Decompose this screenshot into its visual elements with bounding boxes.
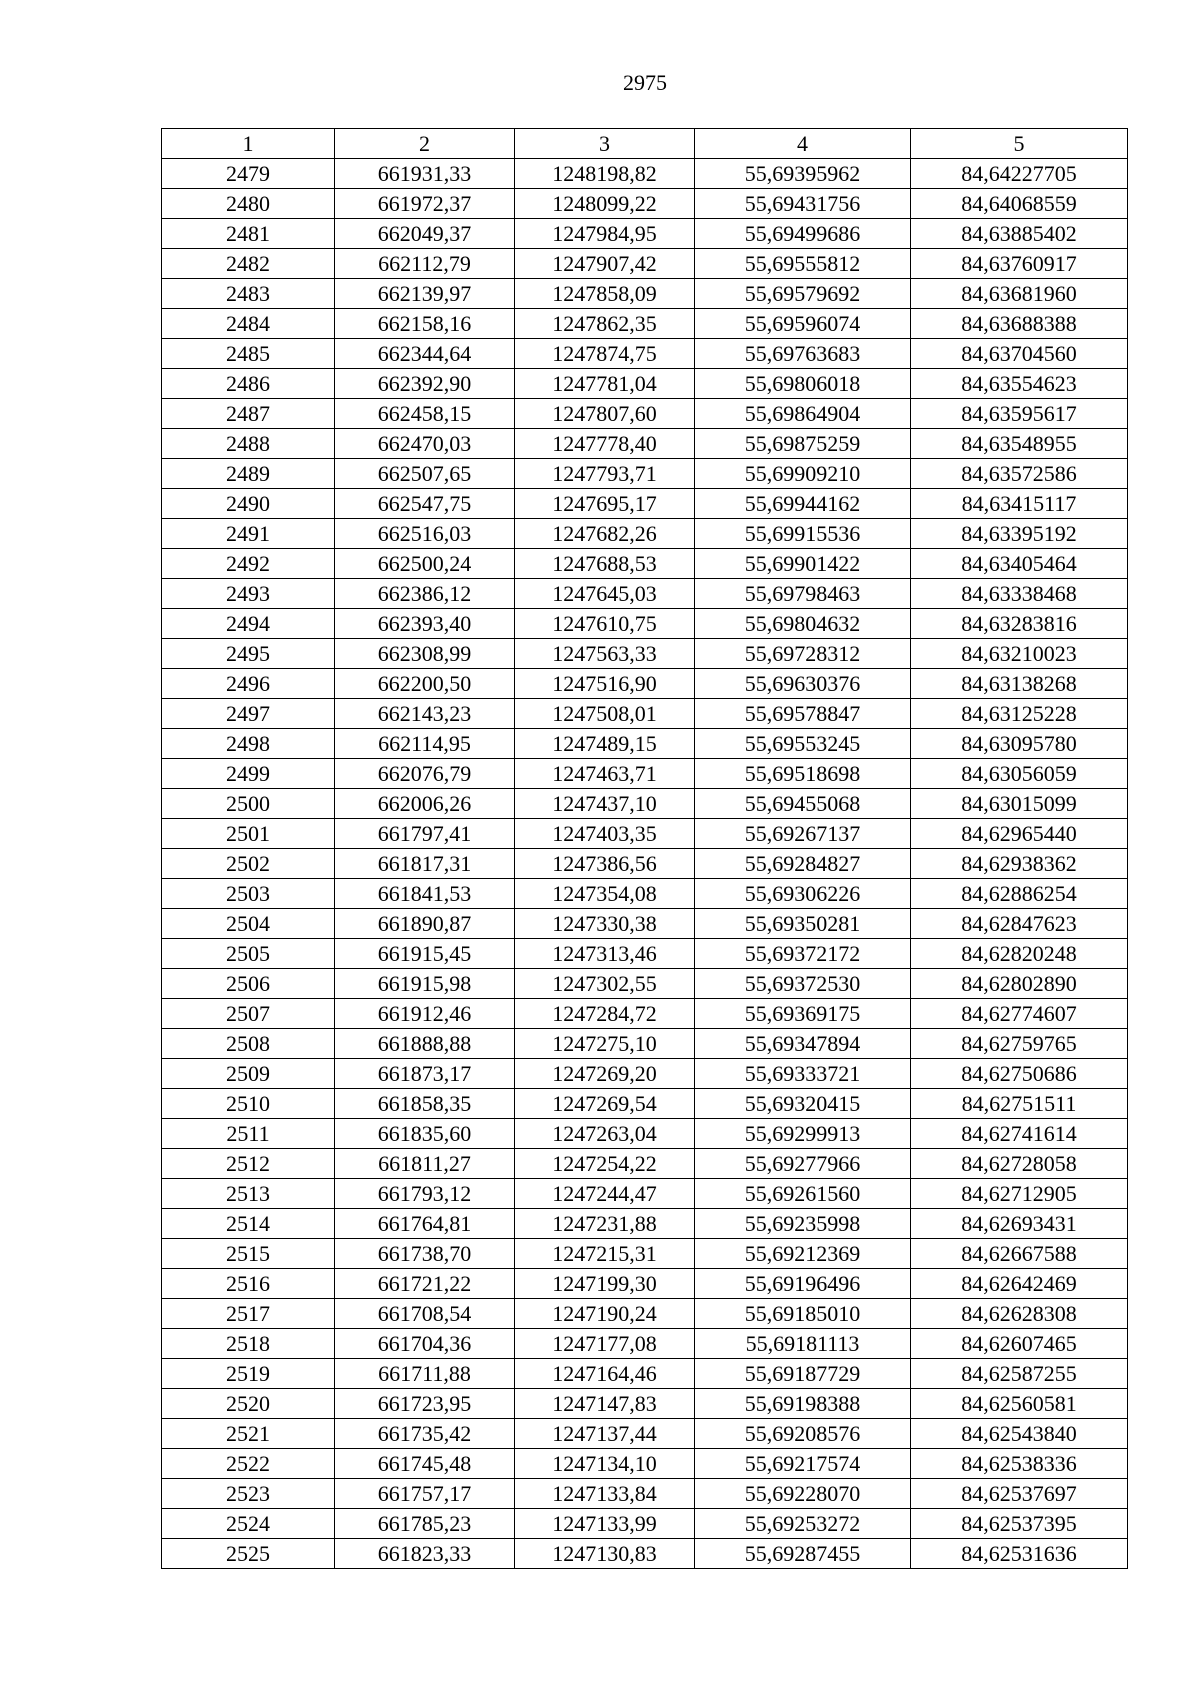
table-cell: 1247645,03 [515, 579, 695, 609]
table-cell: 84,63415117 [911, 489, 1128, 519]
table-cell: 55,69253272 [695, 1509, 911, 1539]
table-cell: 84,63395192 [911, 519, 1128, 549]
table-cell: 1247463,71 [515, 759, 695, 789]
table-cell: 1247874,75 [515, 339, 695, 369]
table-cell: 84,62712905 [911, 1179, 1128, 1209]
table-cell: 84,62741614 [911, 1119, 1128, 1149]
table-cell: 55,69901422 [695, 549, 911, 579]
table-cell: 2523 [162, 1479, 335, 1509]
table-row [162, 1149, 1128, 1179]
table-cell: 55,69299913 [695, 1119, 911, 1149]
table-cell: 662158,16 [335, 309, 515, 339]
table-row [162, 519, 1128, 549]
table-cell: 84,63704560 [911, 339, 1128, 369]
table-cell: 84,62607465 [911, 1329, 1128, 1359]
table-cell: 662114,95 [335, 729, 515, 759]
table-cell: 84,62965440 [911, 819, 1128, 849]
table-cell: 84,63015099 [911, 789, 1128, 819]
table-cell: 55,69185010 [695, 1299, 911, 1329]
table-row [162, 1269, 1128, 1299]
table-cell: 84,62642469 [911, 1269, 1128, 1299]
table-cell: 55,69212369 [695, 1239, 911, 1269]
table-cell: 2522 [162, 1449, 335, 1479]
table-row [162, 1179, 1128, 1209]
table-cell: 84,63681960 [911, 279, 1128, 309]
table-cell: 55,69915536 [695, 519, 911, 549]
table-cell: 1247177,08 [515, 1329, 695, 1359]
table-row [162, 729, 1128, 759]
table-cell: 84,63760917 [911, 249, 1128, 279]
table-cell: 2497 [162, 699, 335, 729]
table-cell: 1247269,20 [515, 1059, 695, 1089]
table-cell: 55,69763683 [695, 339, 911, 369]
table-row [162, 459, 1128, 489]
table-cell: 662112,79 [335, 249, 515, 279]
header-row [162, 129, 1128, 159]
table-cell: 55,69395962 [695, 159, 911, 189]
table-cell: 84,62886254 [911, 879, 1128, 909]
table-cell: 2499 [162, 759, 335, 789]
coordinates-table [161, 128, 1128, 1569]
table-cell: 2507 [162, 999, 335, 1029]
table-cell: 2509 [162, 1059, 335, 1089]
table-cell: 661708,54 [335, 1299, 515, 1329]
table-cell: 55,69372172 [695, 939, 911, 969]
table-cell: 84,64068559 [911, 189, 1128, 219]
table-cell: 84,62751511 [911, 1089, 1128, 1119]
table-cell: 55,69320415 [695, 1089, 911, 1119]
table-cell: 55,69217574 [695, 1449, 911, 1479]
table-cell: 2481 [162, 219, 335, 249]
table-cell: 55,69333721 [695, 1059, 911, 1089]
table-cell: 2496 [162, 669, 335, 699]
table-cell: 84,62774607 [911, 999, 1128, 1029]
table-cell: 2508 [162, 1029, 335, 1059]
table-row [162, 1419, 1128, 1449]
table-cell: 1247215,31 [515, 1239, 695, 1269]
table-row [162, 579, 1128, 609]
table-cell: 1247134,10 [515, 1449, 695, 1479]
table-cell: 84,63595617 [911, 399, 1128, 429]
table-cell: 84,63572586 [911, 459, 1128, 489]
table-cell: 1247130,83 [515, 1539, 695, 1569]
table-cell: 1247313,46 [515, 939, 695, 969]
table-row [162, 429, 1128, 459]
table-cell: 2502 [162, 849, 335, 879]
table-cell: 2521 [162, 1419, 335, 1449]
table-cell: 2494 [162, 609, 335, 639]
table-cell: 55,69198388 [695, 1389, 911, 1419]
table-cell: 1247244,47 [515, 1179, 695, 1209]
table-cell: 661931,33 [335, 159, 515, 189]
table-cell: 2514 [162, 1209, 335, 1239]
table-cell: 1247695,17 [515, 489, 695, 519]
table-cell: 1247489,15 [515, 729, 695, 759]
table-cell: 1247254,22 [515, 1149, 695, 1179]
table-cell: 84,63688388 [911, 309, 1128, 339]
table-cell: 661793,12 [335, 1179, 515, 1209]
table-cell: 662308,99 [335, 639, 515, 669]
table-cell: 55,69350281 [695, 909, 911, 939]
table-row [162, 879, 1128, 909]
table-cell: 662143,23 [335, 699, 515, 729]
table-cell: 2513 [162, 1179, 335, 1209]
table-cell: 662507,65 [335, 459, 515, 489]
table-cell: 55,69596074 [695, 309, 911, 339]
table-cell: 1247984,95 [515, 219, 695, 249]
table-cell: 84,62759765 [911, 1029, 1128, 1059]
table-row [162, 819, 1128, 849]
table-row [162, 1089, 1128, 1119]
table-cell: 661745,48 [335, 1449, 515, 1479]
table-cell: 1247284,72 [515, 999, 695, 1029]
table-cell: 55,69909210 [695, 459, 911, 489]
table-cell: 2483 [162, 279, 335, 309]
table-cell: 661711,88 [335, 1359, 515, 1389]
table-cell: 2479 [162, 159, 335, 189]
table-cell: 84,62560581 [911, 1389, 1128, 1419]
table-cell: 662006,26 [335, 789, 515, 819]
table-row [162, 1449, 1128, 1479]
table-cell: 1247137,44 [515, 1419, 695, 1449]
table-cell: 662393,40 [335, 609, 515, 639]
table-cell: 2491 [162, 519, 335, 549]
table-cell: 1247862,35 [515, 309, 695, 339]
table-cell: 1247793,71 [515, 459, 695, 489]
table-row [162, 789, 1128, 819]
table-cell: 84,63338468 [911, 579, 1128, 609]
table-cell: 1247302,55 [515, 969, 695, 999]
table-cell: 55,69804632 [695, 609, 911, 639]
table-cell: 2485 [162, 339, 335, 369]
table-row [162, 639, 1128, 669]
table-row [162, 759, 1128, 789]
table-cell: 661841,53 [335, 879, 515, 909]
table-cell: 84,62847623 [911, 909, 1128, 939]
table-row [162, 1479, 1128, 1509]
table-cell: 84,62667588 [911, 1239, 1128, 1269]
table-cell: 2503 [162, 879, 335, 909]
table-row [162, 309, 1128, 339]
table-cell: 662516,03 [335, 519, 515, 549]
table-cell: 1247682,26 [515, 519, 695, 549]
table-cell: 55,69630376 [695, 669, 911, 699]
table-cell: 55,69499686 [695, 219, 911, 249]
table-cell: 2520 [162, 1389, 335, 1419]
table-cell: 661721,22 [335, 1269, 515, 1299]
table-cell: 84,63125228 [911, 699, 1128, 729]
table-cell: 1247269,54 [515, 1089, 695, 1119]
column-header-5: 5 [911, 129, 1128, 159]
table-cell: 661873,17 [335, 1059, 515, 1089]
table-cell: 2492 [162, 549, 335, 579]
table-cell: 55,69578847 [695, 699, 911, 729]
column-header-4: 4 [695, 129, 911, 159]
table-row [162, 1239, 1128, 1269]
table-cell: 84,62538336 [911, 1449, 1128, 1479]
table-cell: 84,62531636 [911, 1539, 1128, 1569]
table-cell: 55,69287455 [695, 1539, 911, 1569]
table-cell: 2500 [162, 789, 335, 819]
table-cell: 662386,12 [335, 579, 515, 609]
table-cell: 1247778,40 [515, 429, 695, 459]
table-cell: 84,63554623 [911, 369, 1128, 399]
table-row [162, 189, 1128, 219]
table-cell: 1247354,08 [515, 879, 695, 909]
table-cell: 55,69455068 [695, 789, 911, 819]
table-row [162, 369, 1128, 399]
table-cell: 84,62537395 [911, 1509, 1128, 1539]
table-cell: 661757,17 [335, 1479, 515, 1509]
table-cell: 1247858,09 [515, 279, 695, 309]
table-cell: 84,62750686 [911, 1059, 1128, 1089]
table-row [162, 609, 1128, 639]
table-cell: 2506 [162, 969, 335, 999]
table-cell: 84,63405464 [911, 549, 1128, 579]
table-cell: 1247199,30 [515, 1269, 695, 1299]
table-cell: 1248198,82 [515, 159, 695, 189]
table-cell: 1247386,56 [515, 849, 695, 879]
table-cell: 84,63210023 [911, 639, 1128, 669]
table-cell: 2484 [162, 309, 335, 339]
table-cell: 2493 [162, 579, 335, 609]
table-cell: 55,69267137 [695, 819, 911, 849]
table-cell: 55,69284827 [695, 849, 911, 879]
table-cell: 55,69944162 [695, 489, 911, 519]
table-cell: 661817,31 [335, 849, 515, 879]
table-row [162, 1059, 1128, 1089]
table-cell: 661735,42 [335, 1419, 515, 1449]
table-cell: 55,69864904 [695, 399, 911, 429]
table-cell: 661915,45 [335, 939, 515, 969]
table-row [162, 219, 1128, 249]
table-cell: 661835,60 [335, 1119, 515, 1149]
table-cell: 1247437,10 [515, 789, 695, 819]
table-cell: 84,63138268 [911, 669, 1128, 699]
table-row [162, 699, 1128, 729]
table-cell: 662049,37 [335, 219, 515, 249]
table-cell: 84,63056059 [911, 759, 1128, 789]
table-row [162, 969, 1128, 999]
table-cell: 55,69806018 [695, 369, 911, 399]
table-cell: 2516 [162, 1269, 335, 1299]
table-cell: 1247330,38 [515, 909, 695, 939]
table-row [162, 669, 1128, 699]
table-cell: 2495 [162, 639, 335, 669]
table-row [162, 1329, 1128, 1359]
table-cell: 661858,35 [335, 1089, 515, 1119]
table-cell: 2490 [162, 489, 335, 519]
table-row [162, 1029, 1128, 1059]
table-cell: 1247133,99 [515, 1509, 695, 1539]
page-number: 2975 [623, 70, 667, 95]
table-header [162, 129, 1128, 159]
table-cell: 55,69187729 [695, 1359, 911, 1389]
table-cell: 1247781,04 [515, 369, 695, 399]
table-cell: 84,62820248 [911, 939, 1128, 969]
table-cell: 1248099,22 [515, 189, 695, 219]
table-cell: 2525 [162, 1539, 335, 1569]
table-cell: 84,62728058 [911, 1149, 1128, 1179]
table-row [162, 489, 1128, 519]
table-cell: 662139,97 [335, 279, 515, 309]
table-cell: 55,69553245 [695, 729, 911, 759]
table-cell: 2511 [162, 1119, 335, 1149]
table-cell: 55,69261560 [695, 1179, 911, 1209]
table-cell: 55,69235998 [695, 1209, 911, 1239]
table-cell: 84,62537697 [911, 1479, 1128, 1509]
table-cell: 1247907,42 [515, 249, 695, 279]
table-cell: 661890,87 [335, 909, 515, 939]
table-row [162, 339, 1128, 369]
table-row [162, 549, 1128, 579]
table-cell: 2512 [162, 1149, 335, 1179]
table-cell: 1247610,75 [515, 609, 695, 639]
table-cell: 84,62543840 [911, 1419, 1128, 1449]
table-row [162, 999, 1128, 1029]
table-body [162, 159, 1128, 1569]
table-row [162, 1119, 1128, 1149]
table-cell: 1247275,10 [515, 1029, 695, 1059]
table-row [162, 159, 1128, 189]
table-row [162, 1539, 1128, 1569]
table-row [162, 399, 1128, 429]
table-cell: 1247807,60 [515, 399, 695, 429]
table-cell: 2519 [162, 1359, 335, 1389]
table-cell: 662470,03 [335, 429, 515, 459]
table-cell: 1247688,53 [515, 549, 695, 579]
column-header-2: 2 [335, 129, 515, 159]
table-cell: 55,69798463 [695, 579, 911, 609]
table-cell: 1247516,90 [515, 669, 695, 699]
table-cell: 2489 [162, 459, 335, 489]
table-row [162, 1509, 1128, 1539]
table-cell: 1247133,84 [515, 1479, 695, 1509]
table-cell: 55,69196496 [695, 1269, 911, 1299]
table-cell: 1247263,04 [515, 1119, 695, 1149]
table-cell: 661797,41 [335, 819, 515, 849]
table-row [162, 1359, 1128, 1389]
table-cell: 1247508,01 [515, 699, 695, 729]
table-cell: 55,69228070 [695, 1479, 911, 1509]
table-row [162, 279, 1128, 309]
table-cell: 55,69208576 [695, 1419, 911, 1449]
table-cell: 662344,64 [335, 339, 515, 369]
table-cell: 661972,37 [335, 189, 515, 219]
table-cell: 662076,79 [335, 759, 515, 789]
table-cell: 55,69181113 [695, 1329, 911, 1359]
table-cell: 661738,70 [335, 1239, 515, 1269]
table-cell: 55,69579692 [695, 279, 911, 309]
table-cell: 1247190,24 [515, 1299, 695, 1329]
table-cell: 2517 [162, 1299, 335, 1329]
table-cell: 661811,27 [335, 1149, 515, 1179]
table-cell: 84,62938362 [911, 849, 1128, 879]
table-cell: 2482 [162, 249, 335, 279]
table-cell: 84,63095780 [911, 729, 1128, 759]
table-cell: 2524 [162, 1509, 335, 1539]
table-cell: 84,63283816 [911, 609, 1128, 639]
table-row [162, 1389, 1128, 1419]
table-cell: 2486 [162, 369, 335, 399]
table-cell: 2518 [162, 1329, 335, 1359]
table-cell: 2501 [162, 819, 335, 849]
table-cell: 2510 [162, 1089, 335, 1119]
table-cell: 661764,81 [335, 1209, 515, 1239]
table-row [162, 849, 1128, 879]
table-cell: 661912,46 [335, 999, 515, 1029]
table-cell: 661888,88 [335, 1029, 515, 1059]
table-cell: 2515 [162, 1239, 335, 1269]
table-cell: 2498 [162, 729, 335, 759]
table-cell: 1247164,46 [515, 1359, 695, 1389]
table-cell: 55,69306226 [695, 879, 911, 909]
table-cell: 84,62693431 [911, 1209, 1128, 1239]
table-cell: 55,69431756 [695, 189, 911, 219]
table-row [162, 1209, 1128, 1239]
table-cell: 662500,24 [335, 549, 515, 579]
table-cell: 1247563,33 [515, 639, 695, 669]
table-cell: 662392,90 [335, 369, 515, 399]
table-row [162, 1299, 1128, 1329]
table-cell: 2488 [162, 429, 335, 459]
table-cell: 661723,95 [335, 1389, 515, 1419]
table-cell: 1247147,83 [515, 1389, 695, 1419]
table-cell: 1247403,35 [515, 819, 695, 849]
table-row [162, 939, 1128, 969]
table-row [162, 909, 1128, 939]
table-cell: 55,69728312 [695, 639, 911, 669]
table-cell: 2480 [162, 189, 335, 219]
table-cell: 661704,36 [335, 1329, 515, 1359]
column-header-1: 1 [162, 129, 335, 159]
table-cell: 661823,33 [335, 1539, 515, 1569]
table-cell: 84,63885402 [911, 219, 1128, 249]
column-header-3: 3 [515, 129, 695, 159]
table-cell: 2505 [162, 939, 335, 969]
table-cell: 1247231,88 [515, 1209, 695, 1239]
table-cell: 662458,15 [335, 399, 515, 429]
table-cell: 55,69372530 [695, 969, 911, 999]
table-cell: 55,69518698 [695, 759, 911, 789]
table-cell: 662547,75 [335, 489, 515, 519]
table-cell: 55,69277966 [695, 1149, 911, 1179]
table-cell: 84,62802890 [911, 969, 1128, 999]
table-cell: 84,62628308 [911, 1299, 1128, 1329]
table-cell: 84,62587255 [911, 1359, 1128, 1389]
table-cell: 661915,98 [335, 969, 515, 999]
table-cell: 55,69369175 [695, 999, 911, 1029]
table-cell: 55,69347894 [695, 1029, 911, 1059]
table-cell: 55,69875259 [695, 429, 911, 459]
table-cell: 2487 [162, 399, 335, 429]
table-cell: 84,64227705 [911, 159, 1128, 189]
table-cell: 55,69555812 [695, 249, 911, 279]
table-cell: 84,63548955 [911, 429, 1128, 459]
table-cell: 2504 [162, 909, 335, 939]
table-row [162, 249, 1128, 279]
table-cell: 661785,23 [335, 1509, 515, 1539]
table-cell: 662200,50 [335, 669, 515, 699]
